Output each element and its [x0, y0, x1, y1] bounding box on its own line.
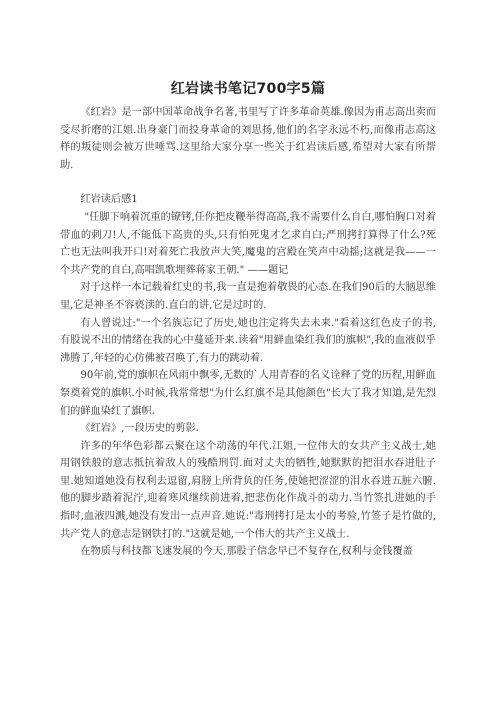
body-paragraph: 90年前,党的旗帜在风雨中飘零,无数的`人用青春的名义诠释了党的历程,用鲜血祭奠着党的旗帜.小时候,我常常想"为什么红旗不是其他颜色"长大了我才知道,是先烈们的鲜血染红了旗帜. [60, 370, 436, 417]
document-title: 红岩读书笔记700字5篇 [170, 81, 326, 97]
epigraph-paragraph: "任脚下响着沉重的镣铐,任你把皮鞭举得高高,我不需要什么自白,哪怕胸口对着带血的刺刀!人,不能低下高贵的头,只有怕死鬼才乞求自白;严刑拷打算得了什么?死亡也无法叫我开口!对着死亡我放声大笑,魔鬼的宫殿在笑声中动摇;这就是我——一个共产党的自白,高唱凯歌埋葬蒋家王朝." ——题记 [60, 211, 436, 276]
body-paragraph: 在物质与科技都飞速发展的今天,那股子信念早已不复存在,权利与金钱覆盖 [80, 546, 413, 558]
intro-paragraph: 《红岩》是一部中国革命战争名著,书里写了许多革命英雄.像因为甫志高出卖而受尽折磨的江姐.出身豪门而投身革命的刘思扬,他们的名字永远不朽,而像甫志高这样的叛徒则会被万世唾骂.这里给大家分享一些关于红岩读后感,希望对大家有所帮助. [60, 107, 436, 171]
body-paragraph: 许多的年华色彩都云聚在这个动荡的年代.江姐,一位伟大的女共产主义战士,她用钢铁般的意志抵抗着敌人的残酷刑罚.面对丈夫的牺牲,她默默的把泪水吞进肚子里.她知道她没有权利去逗留,肩膀上所背负的任务,使她把涩涩的泪水吞进五脏六腑.他的脚步踏着泥泞,迎着寒风继续前进着,把悲伤化作战斗的动力.当竹签扎进她的手指时,血液四溅,她没有发出一点声音.她说:"毒刑拷打是太小的考验,竹签子是竹做的,共产党人的意志是钢铁打的."这就是她,一个伟大的共产主义战士. [60, 440, 436, 540]
body-paragraph: 对于这样一本记载着红史的书,我一直是抱着敬畏的心态.在我们90后的大脑思维里,它是神圣不容亵渎的.直白的讲,它是过时的. [60, 282, 437, 311]
body-paragraph: 《红岩》,一段历史的剪影. [80, 423, 199, 435]
section-heading: 红岩读后感1 [80, 194, 138, 206]
body-paragraph: 有人曾说过:"一个名族忘记了历史,她也注定将失去未来."看着这红色皮子的书,有股说不出的情绪在我的心中蔓延开来.读着"用鲜血染红我们的旗帜",我的血液似乎沸腾了,年轻的心仿佛被召唤了,有力的跳动着. [60, 317, 436, 364]
